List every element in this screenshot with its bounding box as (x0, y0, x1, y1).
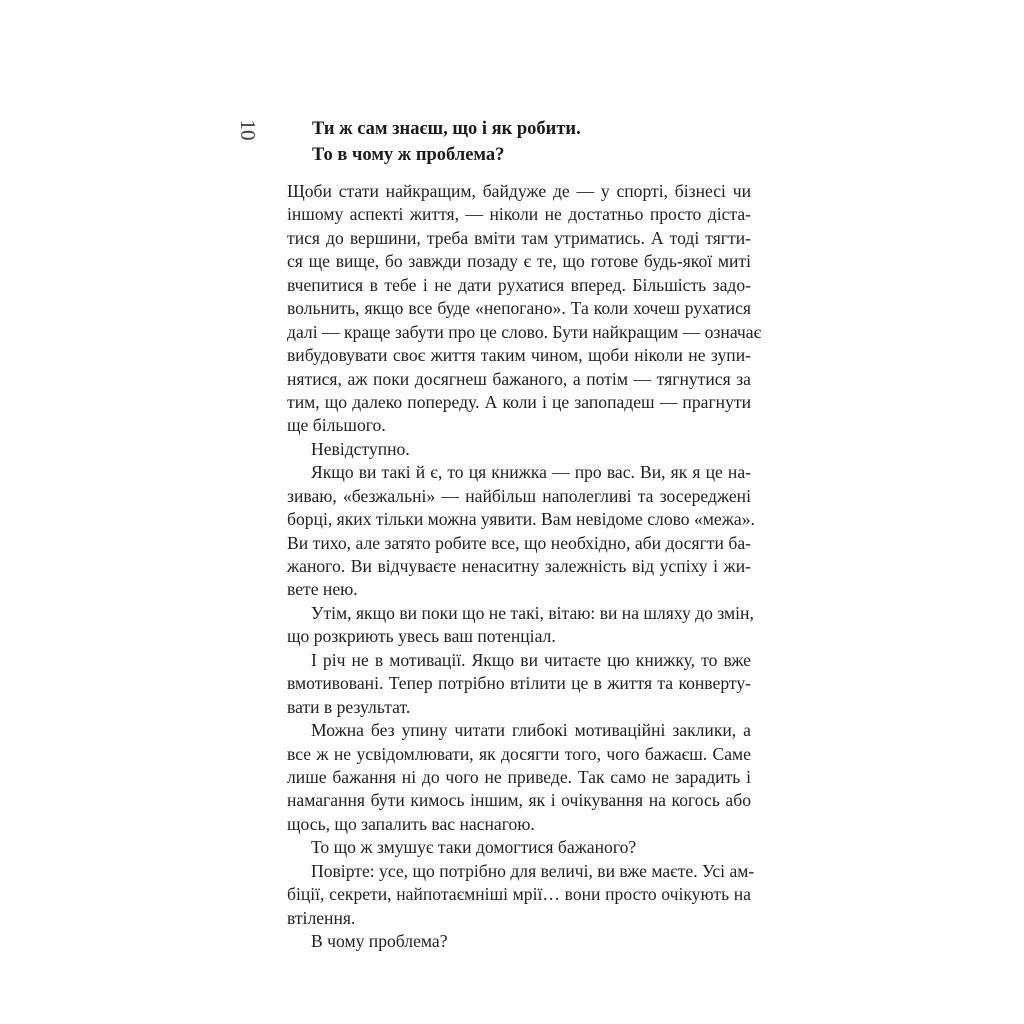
text-line: вати в результат. (287, 696, 411, 717)
text-line: борці, яких тільки можна уявити. Вам невідоме слово «межа». (287, 509, 755, 530)
text-line: втілення. (287, 907, 356, 928)
text-line: ся ще вище, бо завжди позаду є те, що готове будь-якої миті (287, 251, 751, 272)
text-line: лише бажання ні до чого не приведе. Так само не зарадить і (287, 766, 751, 787)
heading-line: То в чому ж проблема? (312, 145, 505, 165)
body-text (287, 180, 762, 953)
paragraph (287, 649, 751, 719)
paragraph (287, 180, 762, 438)
text-line: Утім, якщо ви поки що не такі, вітаю: ви на шляху до змін, (311, 602, 754, 623)
text-line: зиваю, «безжальні» — найбільш наполегливі та зосереджені (287, 485, 751, 506)
text-line: нятися, аж поки досягнеш бажаного, а потім — тягнутися за (287, 368, 751, 389)
text-line: жаного. Ви відчуваєте ненаситну залежність від успіху і жи- (287, 556, 751, 576)
text-line: щось, що запалить вас наснагою. (287, 813, 535, 834)
text-line: Невідступно. (311, 438, 410, 459)
text-line: біції, секрети, найпотаємніші мрії… вони просто очікують на (287, 884, 751, 905)
text-line: що розкриють увесь ваш потенціал. (287, 626, 556, 647)
page-number: 10 (236, 119, 260, 141)
text-line: тим, що далеко попереду. А коли і це запопадеш — прагнути (287, 391, 751, 412)
text-line: все ж не усвідомлювати, як досягти того, чого бажаєш. Саме (287, 743, 751, 764)
text-line: Можна без упину читати глибокі мотиваційні заклики, а (311, 720, 751, 741)
text-line: вмотивовані. Тепер потрібно втілити це в життя та конверту- (287, 673, 751, 694)
paragraph (287, 438, 751, 461)
text-line: І річ не в мотивації. Якщо ви читаєте цю книжку, то вже (311, 649, 751, 670)
paragraph (287, 719, 751, 836)
text-line: Ви тихо, але затято робите все, що необхідно, аби досягти ба- (287, 532, 751, 553)
paragraph (287, 860, 755, 930)
text-line: Щоби стати найкращим, байдуже де — у спорті, бізнесі чи (287, 181, 751, 201)
paragraph (287, 930, 751, 953)
text-line: намагання бути кимось іншим, як і очікування на когось або (287, 790, 751, 811)
text-line: іншому аспекті життя, — ніколи не достатньо просто діста- (287, 204, 751, 225)
heading-line: Ти ж сам знаєш, що і як робити. (312, 119, 581, 139)
paragraph (287, 836, 751, 859)
text-line: тися до вершини, треба вміти там утриматись. А тоді тягти- (287, 227, 751, 248)
text-line: ще більшого. (287, 415, 386, 436)
text-line: Повірте: усе, що потрібно для величі, ви вже маєте. Усі ам- (311, 860, 755, 881)
text-line: Якщо ви такі й є, то ця книжка — про вас. Ви, як я це на- (311, 462, 751, 483)
text-line: вольнить, якщо все буде «непогано». Та коли хочеш рухатися (287, 298, 751, 319)
paragraph (287, 461, 755, 602)
text-line: вете нею. (287, 579, 358, 600)
paragraph (287, 602, 754, 649)
text-line: вчепитися в тебе і не дати рухатися вперед. Більшість задо- (287, 274, 751, 295)
text-line: далі — краще забути про це слово. Бути найкращим — означає (287, 321, 762, 342)
text-line: То що ж змушує таки домогтися бажаного? (311, 837, 637, 858)
text-line: вибудовувати своє життя таким чином, щоби ніколи не зупи- (287, 345, 751, 366)
text-line: В чому проблема? (311, 931, 448, 951)
chapter-heading (312, 116, 752, 168)
